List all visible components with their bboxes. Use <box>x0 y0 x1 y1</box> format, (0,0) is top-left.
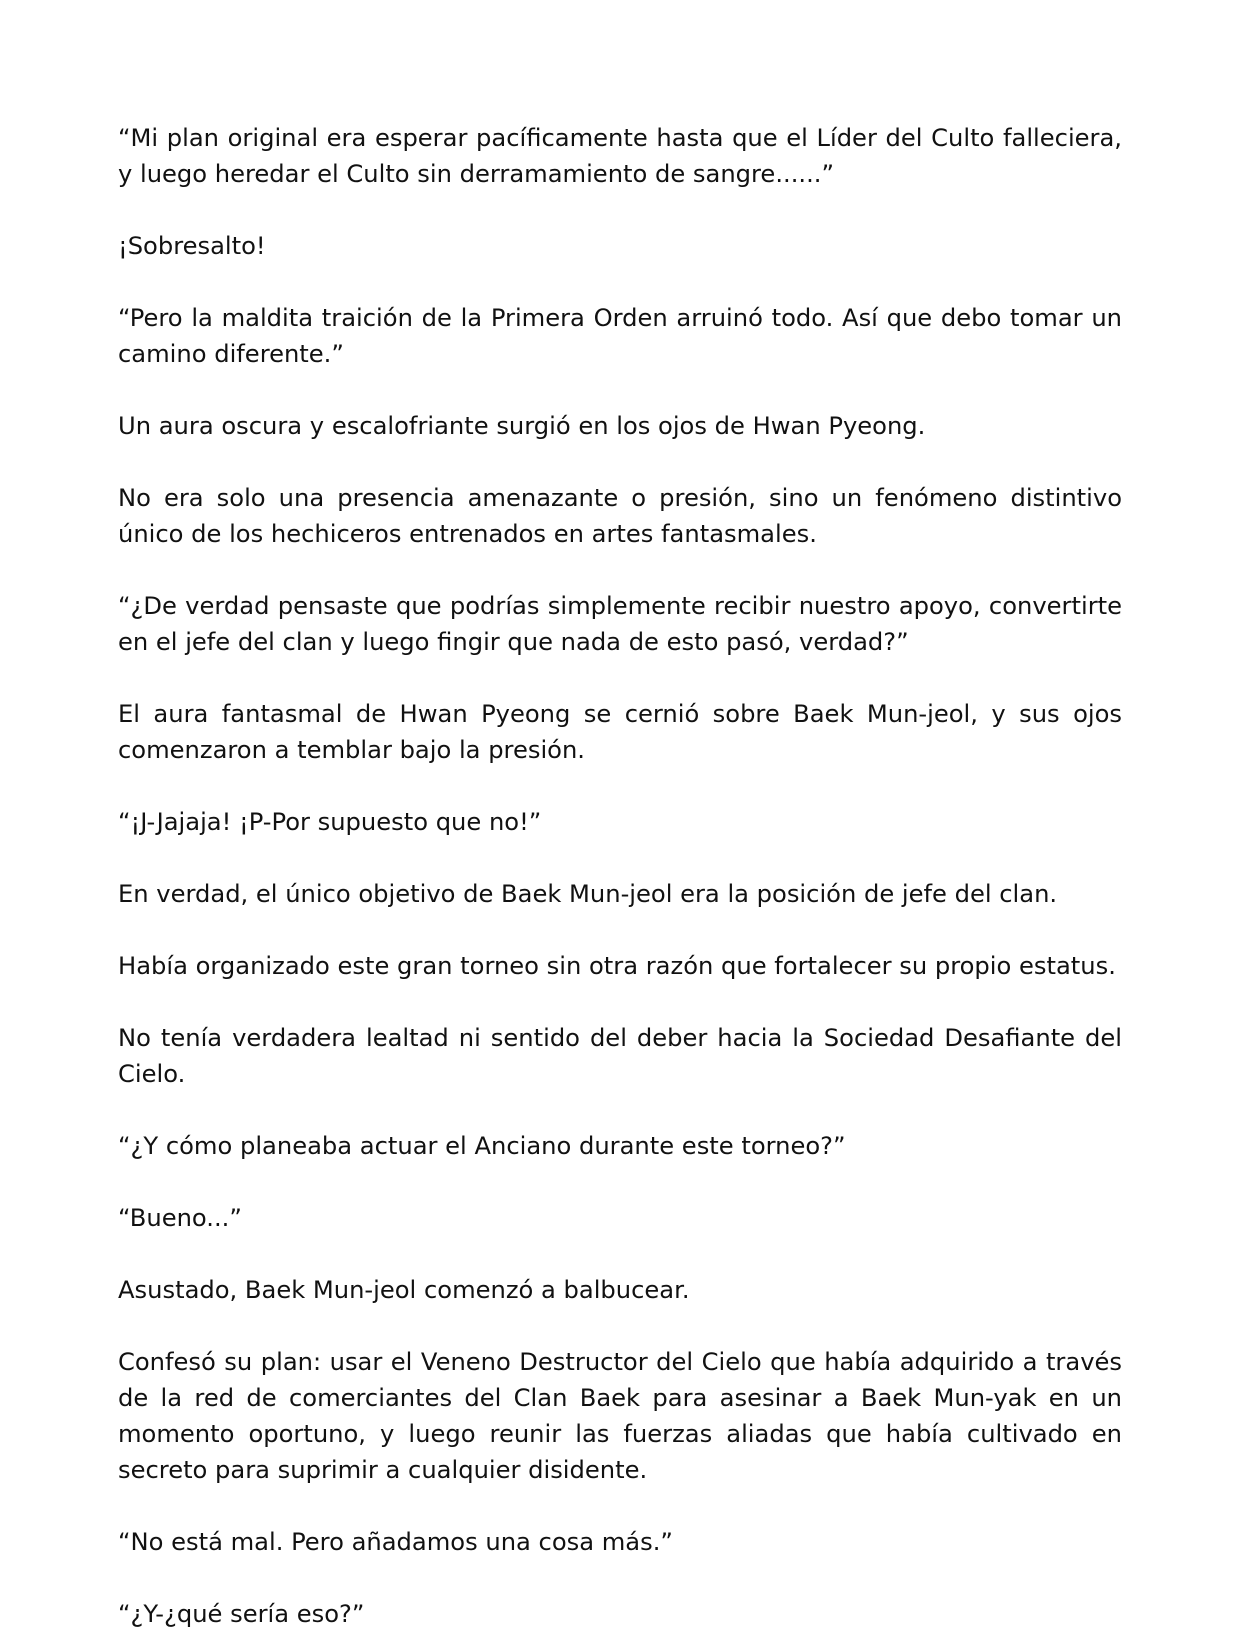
paragraph: “¡J-Jajaja! ¡P-Por supuesto que no!” <box>118 808 542 836</box>
paragraph: “Mi plan original era esperar pacíficamente hasta que el Líder del Culto falleciera, y luego heredar el Culto sin derramamiento de sangre......” <box>118 124 1122 188</box>
paragraph: No tenía verdadera lealtad ni sentido del deber hacia la Sociedad Desafiante del Cielo. <box>118 1024 1122 1088</box>
paragraph: “¿De verdad pensaste que podrías simplemente recibir nuestro apoyo, convertirte en el jefe del clan y luego fingir que nada de esto pasó, verdad?” <box>118 592 1122 656</box>
paragraph: “Pero la maldita traición de la Primera Orden arruinó todo. Así que debo tomar un camino diferente.” <box>118 304 1122 368</box>
paragraph: Había organizado este gran torneo sin otra razón que fortalecer su propio estatus. <box>118 952 1116 980</box>
paragraph: No era solo una presencia amenazante o presión, sino un fenómeno distintivo único de los hechiceros entrenados en artes fantasmales. <box>118 484 1122 548</box>
paragraph: “¿Y-¿qué sería eso?” <box>118 1600 365 1628</box>
paragraph: “No está mal. Pero añadamos una cosa más.” <box>118 1528 673 1556</box>
document-body <box>118 120 1122 1632</box>
paragraph: Asustado, Baek Mun-jeol comenzó a balbucear. <box>118 1276 690 1304</box>
paragraph: Confesó su plan: usar el Veneno Destructor del Cielo que había adquirido a través de la red de comerciantes del Clan Baek para asesinar a Baek Mun-yak en un momento oportuno, y luego reunir las fuerzas aliadas que había cultivado en secreto para suprimir a cualquier disidente. <box>118 1348 1122 1484</box>
paragraph: Un aura oscura y escalofriante surgió en los ojos de Hwan Pyeong. <box>118 412 926 440</box>
paragraph: “Bueno...” <box>118 1204 242 1232</box>
paragraph: ¡Sobresalto! <box>118 232 266 260</box>
paragraph: En verdad, el único objetivo de Baek Mun-jeol era la posición de jefe del clan. <box>118 880 1058 908</box>
paragraph: El aura fantasmal de Hwan Pyeong se cernió sobre Baek Mun-jeol, y sus ojos comenzaron a temblar bajo la presión. <box>118 700 1122 764</box>
paragraph: “¿Y cómo planeaba actuar el Anciano durante este torneo?” <box>118 1132 846 1160</box>
